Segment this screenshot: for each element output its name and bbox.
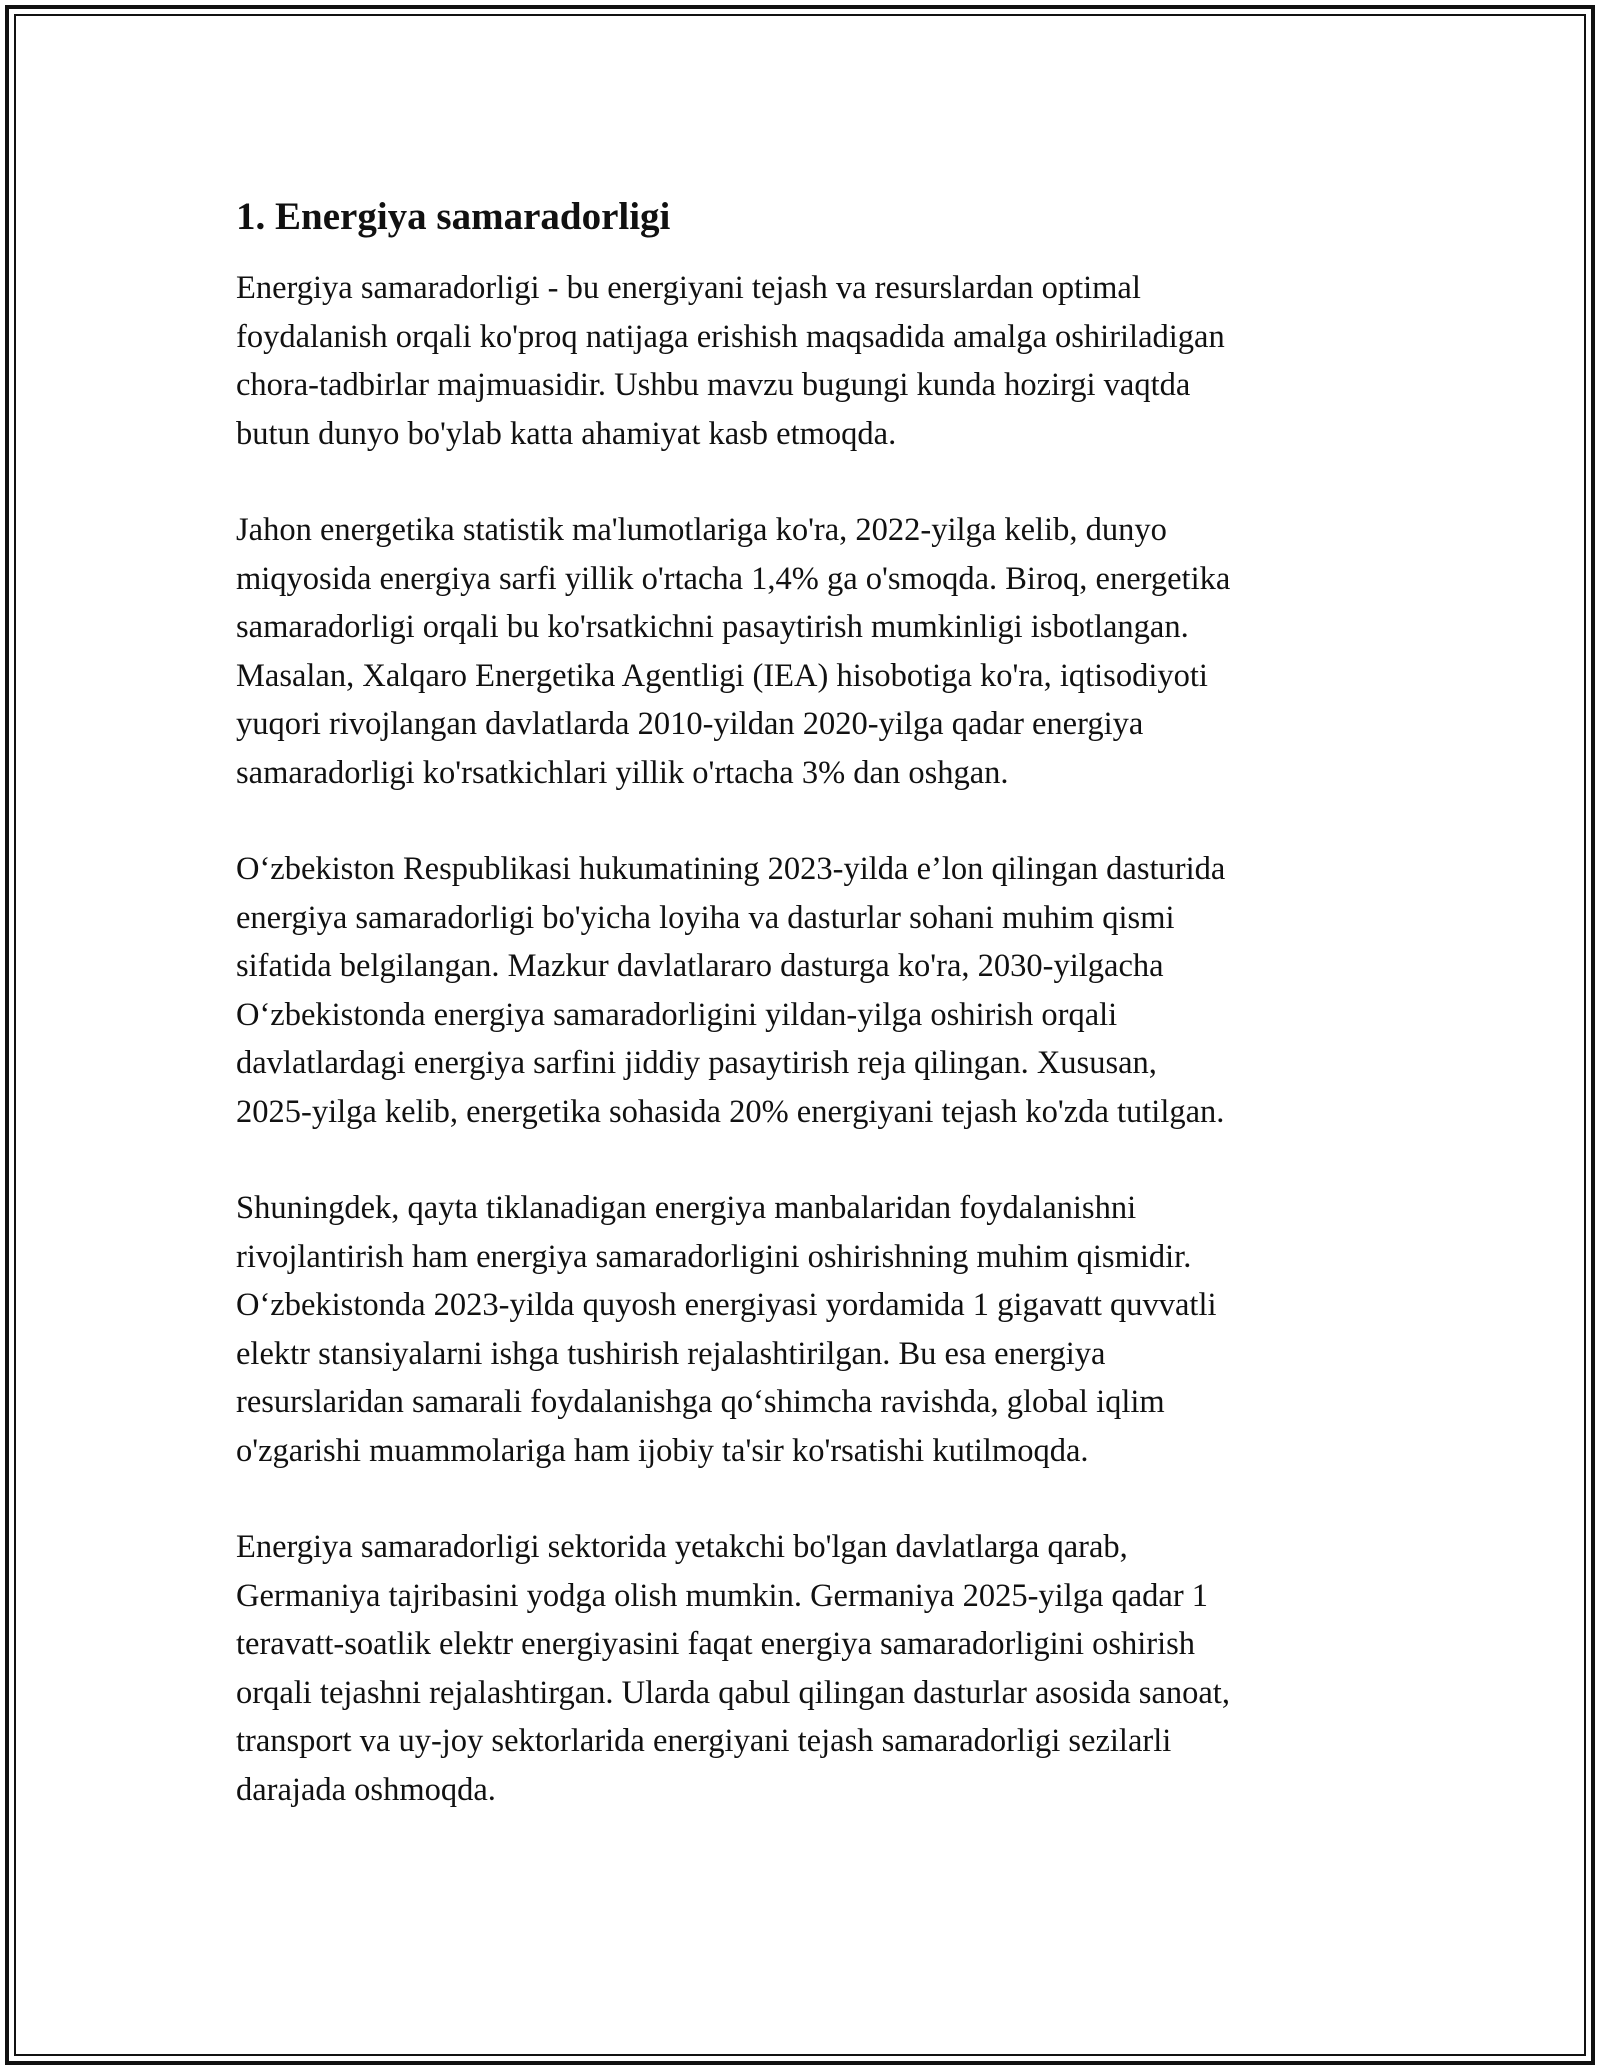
text-line: darajada oshmoqda.	[236, 1771, 496, 1808]
text-line: Shuningdek, qayta tiklanadigan energiya manbalaridan foydalanishni	[236, 1190, 1137, 1226]
text-line: O‘zbekistonda energiya samaradorligini yildan-yilga oshirish orqali	[236, 996, 1118, 1033]
text-line: Masalan, Xalqaro Energetika Agentligi (IEA) hisobotiga ko'ra, iqtisodiyoti	[236, 657, 1208, 694]
paragraph-3	[236, 845, 1376, 1136]
text-line: Energiya samaradorligi - bu energiyani tejash va resurslardan optimal	[236, 270, 1141, 306]
text-line: O‘zbekistonda 2023-yilda quyosh energiyasi yordamida 1 gigavatt quvvatli	[236, 1287, 1217, 1323]
text-line: o'zgarishi muammolariga ham ijobiy ta'sir ko'rsatishi kutilmoqda.	[236, 1432, 1089, 1469]
text-line: resurslaridan samarali foydalanishga qo‘shimcha ravishda, global iqlim	[236, 1384, 1165, 1420]
section-heading: 1. Energiya samaradorligi	[236, 195, 671, 238]
text-line: rivojlantirish ham energiya samaradorligini oshirishning muhim qismidir.	[236, 1238, 1192, 1275]
text-line: energiya samaradorligi bo'yicha loyiha va dasturlar sohani muhim qismi	[236, 899, 1175, 936]
text-line: O‘zbekiston Respublikasi hukumatining 2023-yilda e’lon qilingan dasturida	[236, 851, 1226, 887]
text-line: Germaniya tajribasini yodga olish mumkin. Germaniya 2025-yilga qadar 1	[236, 1577, 1209, 1614]
text-line: elektr stansiyalarni ishga tushirish rejalashtirilgan. Bu esa energiya	[236, 1335, 1106, 1372]
text-line: samaradorligi ko'rsatkichlari yillik o'rtacha 3% dan oshgan.	[236, 754, 1009, 791]
paragraph-5	[236, 1523, 1376, 1814]
text-line: foydalanish orqali ko'proq natijaga erishish maqsadida amalga oshiriladigan	[236, 318, 1225, 355]
text-line: butun dunyo bo'ylab katta ahamiyat kasb etmoqda.	[236, 415, 897, 452]
text-line: 2025-yilga kelib, energetika sohasida 20% energiyani tejash ko'zda tutilgan.	[236, 1093, 1225, 1130]
text-line: sifatida belgilangan. Mazkur davlatlararo dasturga ko'ra, 2030-yilgacha	[236, 948, 1164, 984]
text-line: transport va uy-joy sektorlarida energiyani tejash samaradorligi sezilarli	[236, 1723, 1172, 1759]
text-line: samaradorligi orqali bu ko'rsatkichni pasaytirish mumkinligi isbotlangan.	[236, 609, 1189, 645]
paragraph-1	[236, 264, 1376, 458]
text-line: Jahon energetika statistik ma'lumotlariga ko'ra, 2022-yilga kelib, dunyo	[236, 512, 1167, 548]
paragraph-2	[236, 506, 1376, 797]
text-line: yuqori rivojlangan davlatlarda 2010-yildan 2020-yilga qadar energiya	[236, 706, 1144, 742]
paragraph-4	[236, 1184, 1376, 1475]
text-line: chora-tadbirlar majmuasidir. Ushbu mavzu bugungi kunda hozirgi vaqtda	[236, 367, 1191, 403]
text-line: davlatlardagi energiya sarfini jiddiy pasaytirish reja qilingan. Xususan,	[236, 1045, 1157, 1081]
text-line: orqali tejashni rejalashtirgan. Ularda qabul qilingan dasturlar asosida sanoat,	[236, 1674, 1230, 1711]
text-line: Energiya samaradorligi sektorida yetakchi bo'lgan davlatlarga qarab,	[236, 1529, 1128, 1565]
document-body	[236, 190, 1376, 1862]
text-line: miqyosida energiya sarfi yillik o'rtacha 1,4% ga o'smoqda. Biroq, energetika	[236, 560, 1231, 597]
text-line: teravatt-soatlik elektr energiyasini faqat energiya samaradorligini oshirish	[236, 1626, 1196, 1662]
